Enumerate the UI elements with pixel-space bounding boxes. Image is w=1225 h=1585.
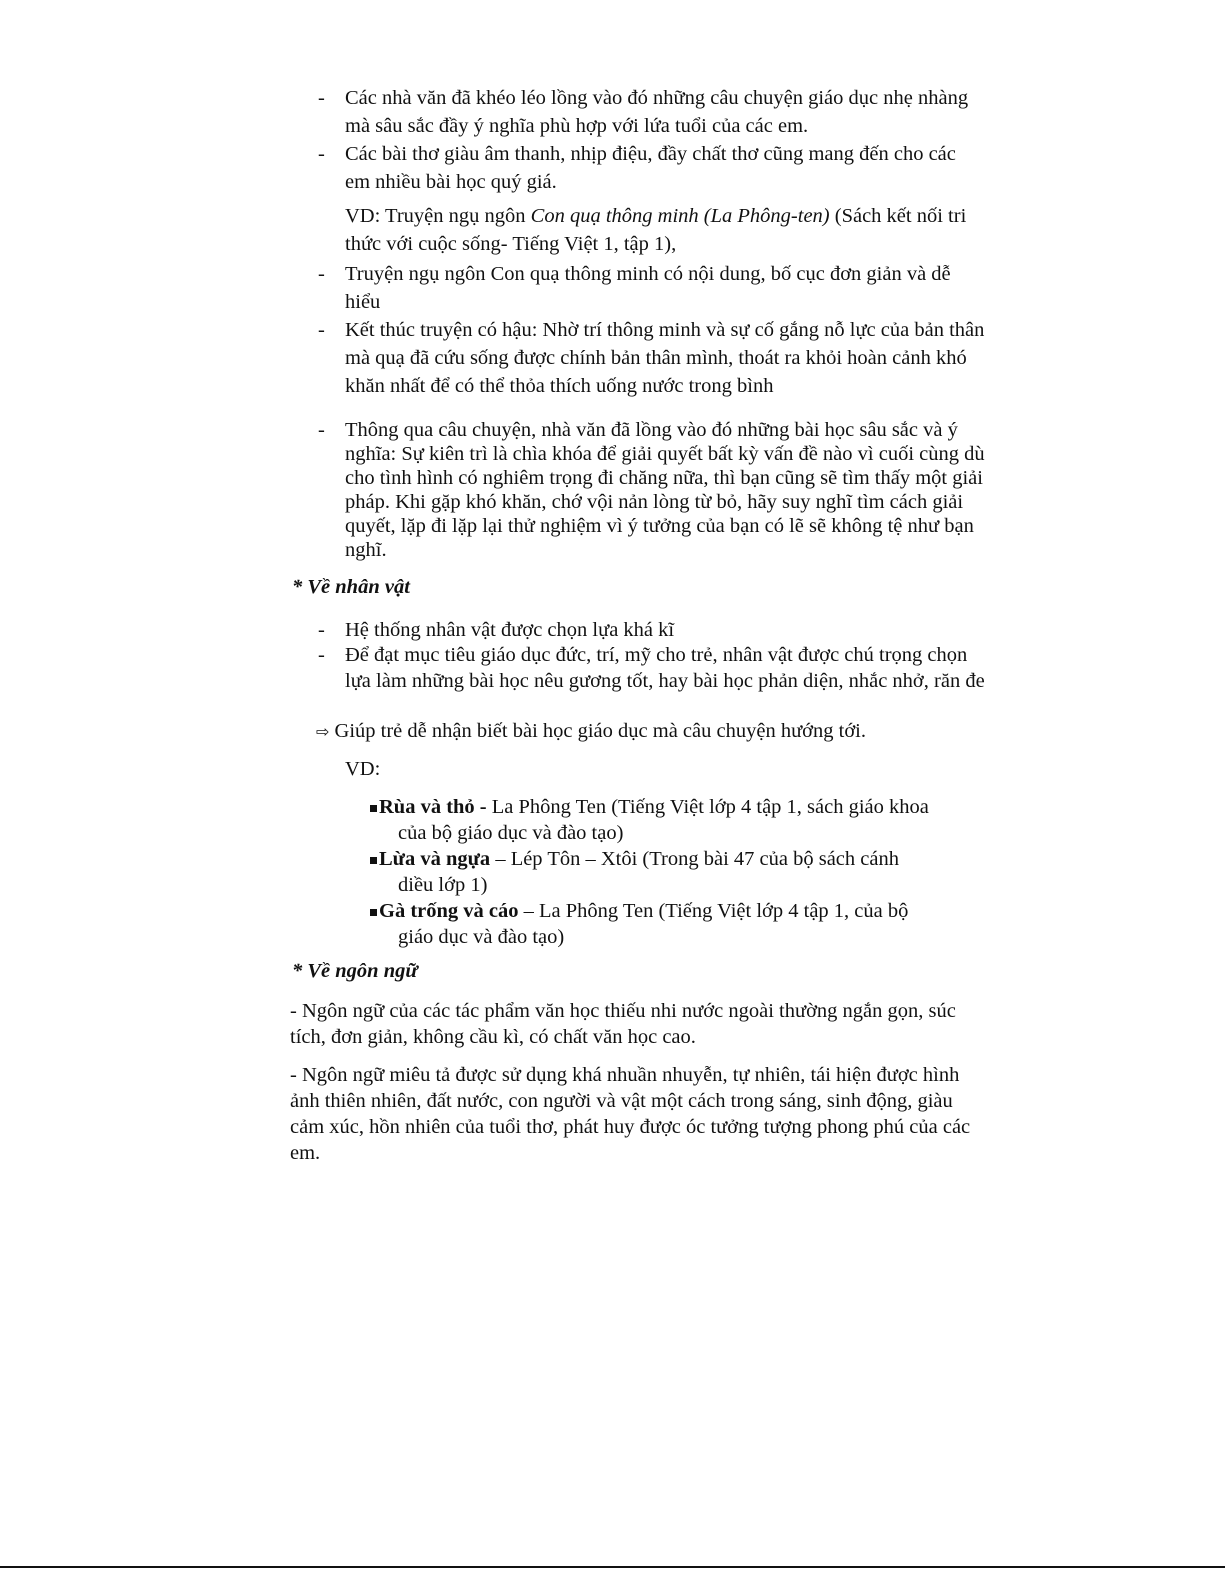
conclusion-text: Giúp trẻ dễ nhận biết bài học giáo dục mà câu chuyện hướng tới. — [334, 720, 866, 742]
example-item-detail-cont: diều lớp 1) — [398, 874, 488, 896]
example-item — [370, 846, 970, 898]
list-item-text: Các bài thơ giàu âm thanh, nhịp điệu, đầy chất thơ cũng mang đến cho các em nhiều bài học quý giá. — [345, 143, 956, 193]
conclusion-line — [316, 718, 976, 745]
list-item-text: Truyện ngụ ngôn Con quạ thông minh có nội dung, bố cục đơn giản và dễ hiểu — [345, 263, 951, 313]
example-item-detail-cont: giáo dục và đào tạo) — [398, 926, 565, 948]
example-item-detail: La Phông Ten (Tiếng Việt lớp 4 tập 1, sách giáo khoa — [486, 796, 929, 818]
list-dash: - — [318, 143, 325, 165]
example-item-title: Rùa và thỏ - — [379, 796, 487, 818]
example-paragraph — [345, 202, 975, 258]
list-dash: - — [318, 419, 325, 441]
list-item-text: Để đạt mục tiêu giáo dục đức, trí, mỹ cho trẻ, nhân vật được chú trọng chọn lựa làm những bài học nêu gương tốt, hay bài học phản diện, nhắc nhở, răn đe — [345, 644, 985, 692]
list-dash: - — [318, 87, 325, 109]
example-label: VD: — [345, 758, 381, 780]
example-item-detail: – Lép Tôn – Xtôi (Trong bài 47 của bộ sách cánh — [490, 848, 899, 870]
example-item-title: Lừa và ngựa — [379, 848, 491, 870]
list-dash: - — [318, 263, 325, 285]
section-heading: * Về ngôn ngữ — [292, 960, 418, 982]
square-bullet-icon — [370, 857, 377, 864]
example-item — [370, 898, 970, 950]
list-dash: - — [318, 644, 325, 666]
list-item-text: Kết thúc truyện có hậu: Nhờ trí thông minh và sự cố gắng nỗ lực của bản thân mà quạ đã cứu sống được chính bản thân mình, thoát ra khỏi hoàn cảnh khó khăn nhất để có thể thỏa thích uống nước trong bình — [345, 319, 985, 397]
example-title: Con quạ thông minh (La Phông-ten) — [530, 205, 830, 227]
list-item-text: Thông qua câu chuyện, nhà văn đã lồng vào đó những bài học sâu sắc và ý nghĩa: Sự kiên trì là chìa khóa để giải quyết bất kỳ vấn đề nào vì cuối cùng dù cho tình hình có nghiêm trọng đi chăng nữa, thì bạn cũng sẽ tìm thấy một giải pháp. Khi gặp khó khăn, chớ vội nản lòng từ bỏ, hãy suy nghĩ tìm cách giải quyết, lặp đi lặp lại thử nghiệm vì ý tưởng của bạn có lẽ sẽ không tệ như bạn nghĩ. — [345, 419, 985, 561]
example-item-title: Gà trống và cáo — [379, 900, 519, 922]
square-bullet-icon — [370, 909, 377, 916]
list-dash: - — [318, 319, 325, 341]
example-item-detail-cont: của bộ giáo dục và đào tạo) — [398, 822, 624, 844]
example-item-detail: – La Phông Ten (Tiếng Việt lớp 4 tập 1, của bộ — [518, 900, 909, 922]
paragraph: - Ngôn ngữ của các tác phẩm văn học thiếu nhi nước ngoài thường ngắn gọn, súc tích, đơn giản, không cầu kì, có chất văn học cao. — [290, 1000, 956, 1048]
bottom-divider — [0, 1566, 1225, 1568]
list-item-text: Các nhà văn đã khéo léo lồng vào đó những câu chuyện giáo dục nhẹ nhàng mà sâu sắc đầy ý nghĩa phù hợp với lứa tuổi của các em. — [345, 87, 969, 137]
section-heading: * Về nhân vật — [292, 576, 410, 598]
arrow-icon: ⇨ — [316, 722, 330, 741]
list-item-text: Hệ thống nhân vật được chọn lựa khá kĩ — [345, 619, 675, 641]
list-dash: - — [318, 619, 325, 641]
example-prefix: VD: Truyện ngụ ngôn — [345, 205, 531, 227]
example-item — [370, 794, 970, 846]
paragraph: - Ngôn ngữ miêu tả được sử dụng khá nhuần nhuyễn, tự nhiên, tái hiện được hình ảnh thiên nhiên, đất nước, con người và vật một cách trong sáng, sinh động, giàu cảm xúc, hồn nhiên của tuổi thơ, phát huy được óc tưởng tượng phong phú của các em. — [290, 1064, 971, 1164]
square-bullet-icon — [370, 805, 377, 812]
example-suffix: (Sách kết nối tri thức với cuộc sống- Tiếng Việt 1, tập 1), — [345, 205, 967, 255]
